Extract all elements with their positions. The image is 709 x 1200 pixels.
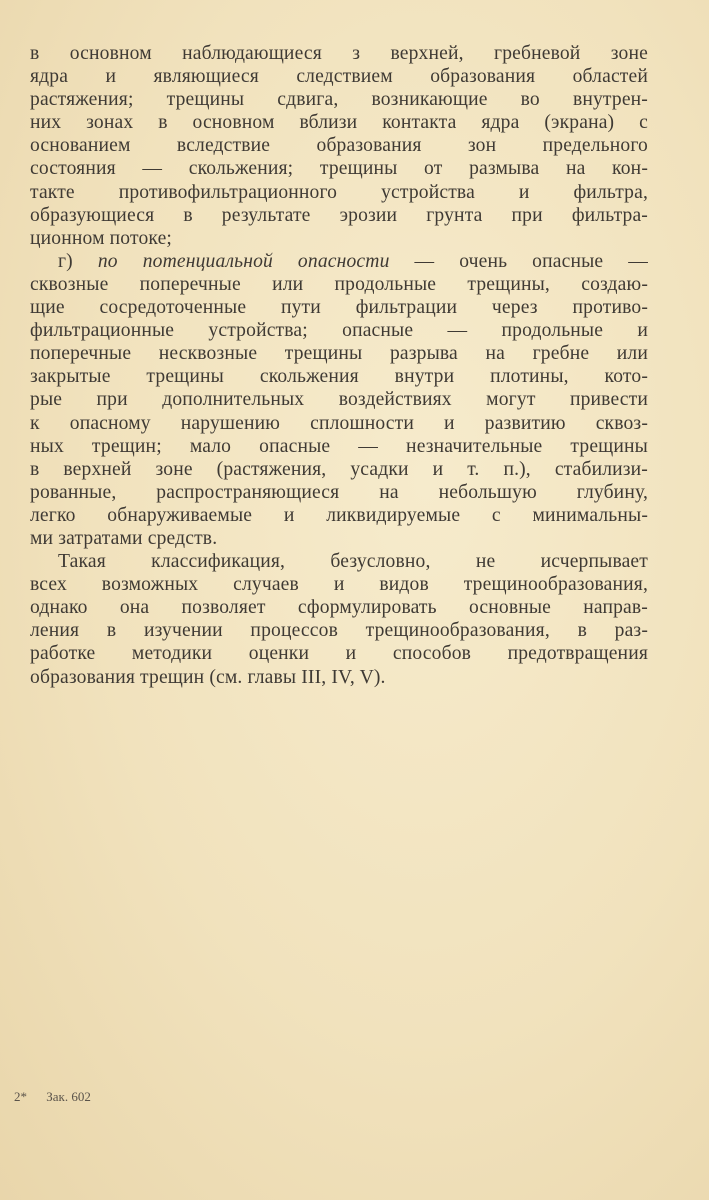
text-line: рые при дополнительных воздействиях могут привести xyxy=(30,389,648,411)
paragraph-danger-classification xyxy=(30,250,648,550)
paragraph-continuation xyxy=(30,42,648,250)
print-footer xyxy=(14,1089,91,1105)
lead-rest: — очень опасные — xyxy=(389,250,648,272)
text-line: фильтрационные устройства; опасные — продольные и xyxy=(30,320,648,342)
text-line: основанием вследствие образования зон предельного xyxy=(30,135,648,157)
text-line: сквозные поперечные или продольные трещины, создаю- xyxy=(30,273,648,295)
text-line: легко обнаруживаемые и ликвидируемые с минимальны- xyxy=(30,504,648,526)
text-line: закрытые трещины скольжения внутри плотины, кото- xyxy=(30,366,648,388)
text-line: к опасному нарушению сплошности и развитию сквоз- xyxy=(30,412,648,434)
text-line: ления в изучении процессов трещинообразования, в раз- xyxy=(30,620,648,642)
text-line: ядра и являющиеся следствием образования областей xyxy=(30,66,648,88)
text-line: образования трещин (см. главы III, IV, V). xyxy=(30,666,386,688)
text-line: такте противофильтрационного устройства и фильтра, xyxy=(30,181,648,203)
list-marker: г) xyxy=(58,250,98,272)
text-line: рованные, распространяющиеся на небольшую глубину, xyxy=(30,481,648,503)
text-line: поперечные несквозные трещины разрыва на гребне или xyxy=(30,343,648,365)
body-text xyxy=(30,42,648,689)
text-line: состояния — скольжения; трещины от размыва на кон- xyxy=(30,158,648,180)
text-line: всех возможных случаев и видов трещинообразования, xyxy=(30,574,648,596)
text-line: ми затратами средств. xyxy=(30,527,218,549)
text-line: Такая классификация, безусловно, не исчерпывает xyxy=(58,551,648,573)
text-line-lead xyxy=(30,250,648,273)
italic-term: по потенциальной опасности xyxy=(97,250,390,272)
text-line: образующиеся в результате эрозии грунта при фильтра- xyxy=(30,204,648,226)
text-line: растяжения; трещины сдвига, возникающие во внутрен- xyxy=(30,89,648,111)
paragraph-conclusion xyxy=(30,550,648,689)
text-line: ных трещин; мало опасные — незначительные трещины xyxy=(30,435,648,457)
text-line: в верхней зоне (растяжения, усадки и т. п.), стабилизи- xyxy=(30,458,648,480)
text-line: в основном наблюдающиеся з верхней, гребневой зоне xyxy=(30,43,648,64)
text-line: однако она позволяет сформулировать основные направ- xyxy=(30,597,648,619)
text-line: щие сосредоточенные пути фильтрации через противо- xyxy=(30,297,648,319)
order-number: Зак. 602 xyxy=(46,1089,91,1104)
text-line: них зонах в основном вблизи контакта ядра (экрана) с xyxy=(30,112,648,134)
text-line: ционном потоке; xyxy=(30,227,173,249)
text-line: работке методики оценки и способов предотвращения xyxy=(30,643,648,665)
signature-mark: 2* xyxy=(14,1089,27,1104)
